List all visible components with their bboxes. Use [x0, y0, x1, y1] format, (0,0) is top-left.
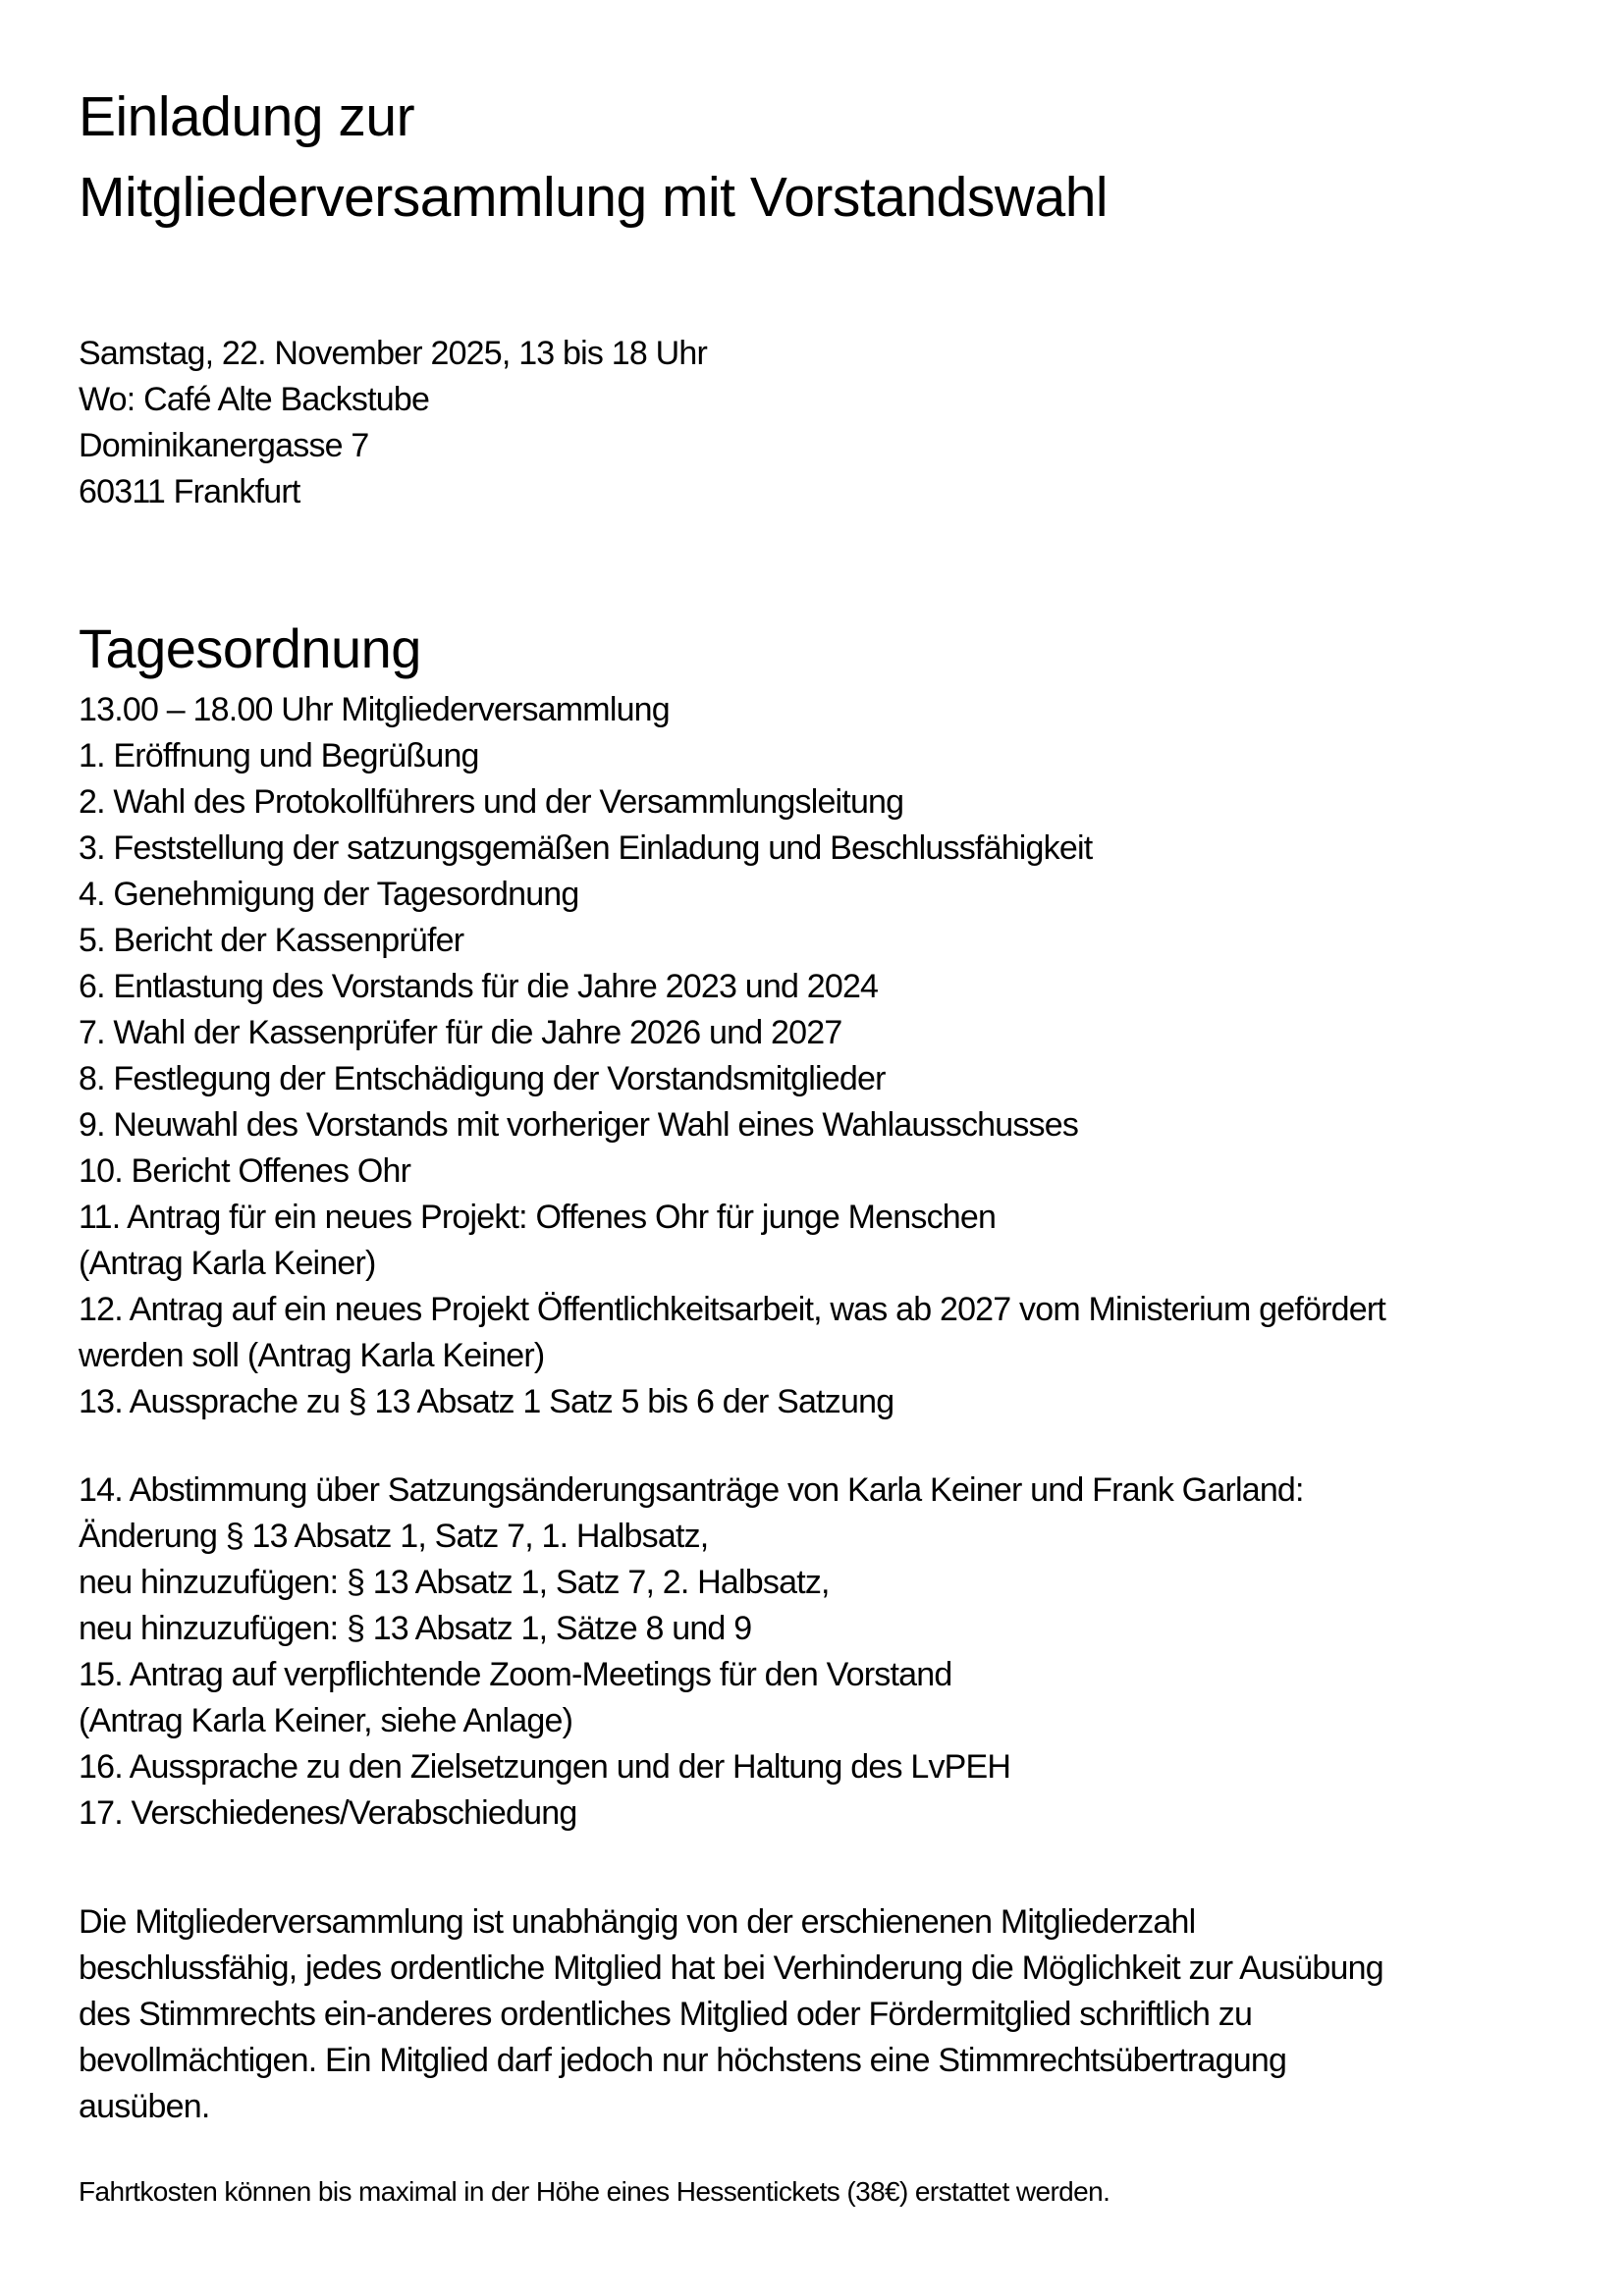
agenda-item-line: 14. Abstimmung über Satzungsänderungsanträge von Karla Keiner und Frank Garland: [79, 1471, 1304, 1509]
agenda-list [79, 687, 1545, 1425]
event-detail-line: 60311 Frankfurt [79, 473, 300, 510]
agenda-item-line: 10. Bericht Offenes Ohr [79, 1152, 411, 1190]
agenda-item-line: 16. Aussprache zu den Zielsetzungen und der Haltung des LvPEH [79, 1748, 1011, 1786]
agenda-item-line: 4. Genehmigung der Tagesordnung [79, 876, 579, 913]
document-title-line: Mitgliederversammlung mit Vorstandswahl [79, 166, 1109, 229]
agenda-item-line: 15. Antrag auf verpflichtende Zoom-Meetings für den Vorstand [79, 1656, 952, 1693]
travel-cost-note: Fahrtkosten können bis maximal in der Höhe eines Hessentickets (38€) erstattet werden. [79, 2176, 1110, 2207]
paragraph-line: bevollmächtigen. Ein Mitglied darf jedoch nur höchstens eine Stimmrechtsübertragung [79, 2042, 1287, 2079]
agenda-item-line: werden soll (Antrag Karla Keiner) [79, 1337, 545, 1374]
agenda-item-line: 13. Aussprache zu § 13 Absatz 1 Satz 5 bis 6 der Satzung [79, 1383, 894, 1420]
agenda-item-line: (Antrag Karla Keiner) [79, 1245, 376, 1282]
event-detail-line: Wo: Café Alte Backstube [79, 381, 430, 418]
paragraph-line: beschlussfähig, jedes ordentliche Mitglied hat bei Verhinderung die Möglichkeit zur Ausübung [79, 1949, 1383, 1987]
document-title [79, 77, 1545, 238]
event-detail-line: Dominikanergasse 7 [79, 427, 369, 464]
event-details [79, 331, 1545, 515]
agenda-item-line: 13.00 – 18.00 Uhr Mitgliederversammlung [79, 691, 670, 728]
agenda-list-continued [79, 1468, 1545, 1837]
agenda-item-line: Änderung § 13 Absatz 1, Satz 7, 1. Halbsatz, [79, 1518, 709, 1555]
agenda-item-line: (Antrag Karla Keiner, siehe Anlage) [79, 1702, 573, 1739]
agenda-item-line: 17. Verschiedenes/Verabschiedung [79, 1794, 577, 1832]
quorum-paragraph [79, 1899, 1545, 2130]
agenda-item-line: 11. Antrag für ein neues Projekt: Offenes Ohr für junge Menschen [79, 1199, 997, 1236]
paragraph-line: Die Mitgliederversammlung ist unabhängig von der erschienenen Mitgliederzahl [79, 1903, 1196, 1941]
agenda-heading: Tagesordnung [79, 617, 421, 679]
agenda-item-line: 7. Wahl der Kassenprüfer für die Jahre 2026 und 2027 [79, 1014, 842, 1051]
agenda-item-line: 3. Feststellung der satzungsgemäßen Einladung und Beschlussfähigkeit [79, 829, 1093, 867]
event-detail-line: Samstag, 22. November 2025, 13 bis 18 Uhr [79, 335, 708, 372]
agenda-item-line: 8. Festlegung der Entschädigung der Vorstandsmitglieder [79, 1060, 886, 1097]
paragraph-line: ausüben. [79, 2088, 210, 2125]
agenda-item-line: neu hinzuzufügen: § 13 Absatz 1, Sätze 8 und 9 [79, 1610, 752, 1647]
agenda-item-line: 9. Neuwahl des Vorstands mit vorheriger Wahl eines Wahlausschusses [79, 1106, 1079, 1144]
agenda-item-line: 2. Wahl des Protokollführers und der Versammlungsleitung [79, 783, 904, 821]
agenda-item-line: 12. Antrag auf ein neues Projekt Öffentlichkeitsarbeit, was ab 2027 vom Ministerium gefördert [79, 1291, 1386, 1328]
agenda-item-line: 1. Eröffnung und Begrüßung [79, 737, 479, 774]
agenda-item-line: 5. Bericht der Kassenprüfer [79, 922, 464, 959]
paragraph-line: des Stimmrechts ein-anderes ordentliches Mitglied oder Fördermitglied schriftlich zu [79, 1996, 1253, 2033]
document-title-line: Einladung zur [79, 85, 415, 148]
agenda-item-line: 6. Entlastung des Vorstands für die Jahre 2023 und 2024 [79, 968, 879, 1005]
agenda-item-line: neu hinzuzufügen: § 13 Absatz 1, Satz 7, 2. Halbsatz, [79, 1564, 830, 1601]
